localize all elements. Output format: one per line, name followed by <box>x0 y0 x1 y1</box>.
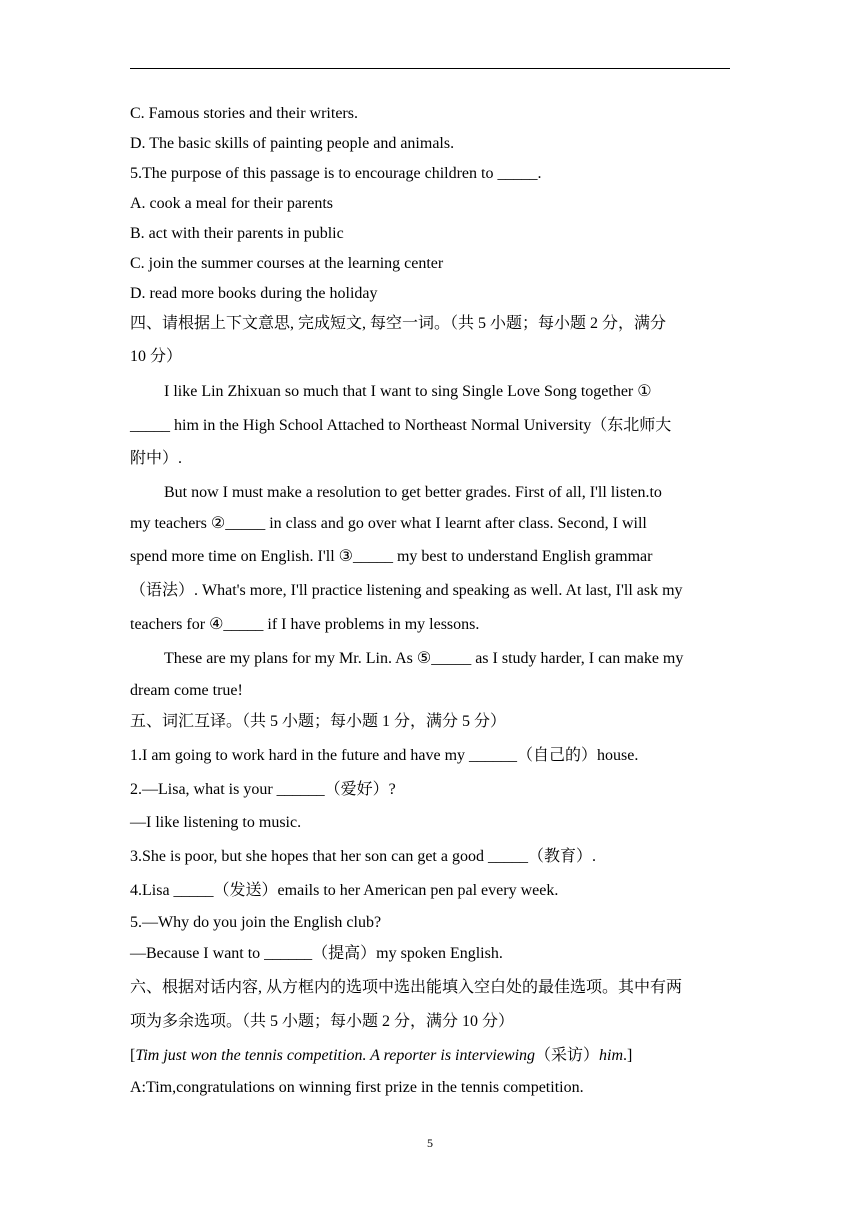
instruction-open-bracket: [ <box>130 1047 136 1064</box>
section-5-heading: 五、词汇互译。（共 5 小题；每小题 1 分，满分 5 分） <box>130 713 507 730</box>
option-a-q5: A. cook a meal for their parents <box>130 195 334 212</box>
passage-line: But now I must make a resolution to get better grades. First of all, I'll listen.to <box>164 484 662 501</box>
option-b-q5: B. act with their parents in public <box>130 225 344 242</box>
option-d-q4: D. The basic skills of painting people and animals. <box>130 135 455 152</box>
passage-line: 附中）. <box>130 450 183 467</box>
section-4-heading-cont: 10 分） <box>130 348 183 365</box>
vocab-item-4: 4.Lisa _____（发送）emails to her American pen pal every week. <box>130 882 559 899</box>
instruction-close-bracket: .] <box>623 1047 633 1064</box>
section-6-heading-cont: 项为多余选项。（共 5 小题；每小题 2 分，满分 10 分） <box>130 1013 515 1030</box>
header-rule <box>130 68 730 69</box>
instruction-italic-him: him <box>599 1047 624 1064</box>
vocab-item-2-answer: —I like listening to music. <box>130 814 302 831</box>
passage-line: dream come true! <box>130 682 243 699</box>
vocab-item-5: 5.—Why do you join the English club? <box>130 914 382 931</box>
passage-line: teachers for ④_____ if I have problems in my lessons. <box>130 616 480 633</box>
option-d-q5: D. read more books during the holiday <box>130 285 378 302</box>
passage-line: （语法）. What's more, I'll practice listening and speaking as well. At last, I'll ask my <box>130 582 683 599</box>
dialogue-instruction <box>130 1046 730 1066</box>
instruction-italic-text: Tim just won the tennis competition. A reporter is interviewing <box>135 1047 536 1064</box>
vocab-item-1: 1.I am going to work hard in the future and have my ______（自己的）house. <box>130 747 639 764</box>
section-6-heading: 六、根据对话内容, 从方框内的选项中选出能填入空白处的最佳选项。其中有两 <box>130 979 683 996</box>
passage-line: I like Lin Zhixuan so much that I want to sing Single Love Song together ① <box>164 383 652 400</box>
option-c-q5: C. join the summer courses at the learning center <box>130 255 444 272</box>
dialogue-line-a: A:Tim,congratulations on winning first prize in the tennis competition. <box>130 1079 584 1096</box>
vocab-item-3: 3.She is poor, but she hopes that her son can get a good _____（教育）. <box>130 848 596 865</box>
section-4-heading: 四、请根据上下文意思, 完成短文, 每空一词。（共 5 小题；每小题 2 分，满分 <box>130 315 667 332</box>
passage-line: my teachers ②_____ in class and go over what I learnt after class. Second, I will <box>130 515 647 532</box>
question-5: 5.The purpose of this passage is to encourage children to _____. <box>130 165 542 182</box>
passage-line: spend more time on English. I'll ③_____ my best to understand English grammar <box>130 548 653 565</box>
passage-line: These are my plans for my Mr. Lin. As ⑤_____ as I study harder, I can make my <box>164 650 684 667</box>
instruction-chinese-gloss: （采访） <box>535 1047 600 1064</box>
passage-line: _____ him in the High School Attached to Northeast Normal University（东北师大 <box>130 417 672 434</box>
vocab-item-5-answer: —Because I want to ______（提高）my spoken English. <box>130 945 503 962</box>
vocab-item-2: 2.—Lisa, what is your ______（爱好）? <box>130 781 396 798</box>
page-number: 5 <box>427 1136 433 1150</box>
option-c-q4: C. Famous stories and their writers. <box>130 105 358 122</box>
